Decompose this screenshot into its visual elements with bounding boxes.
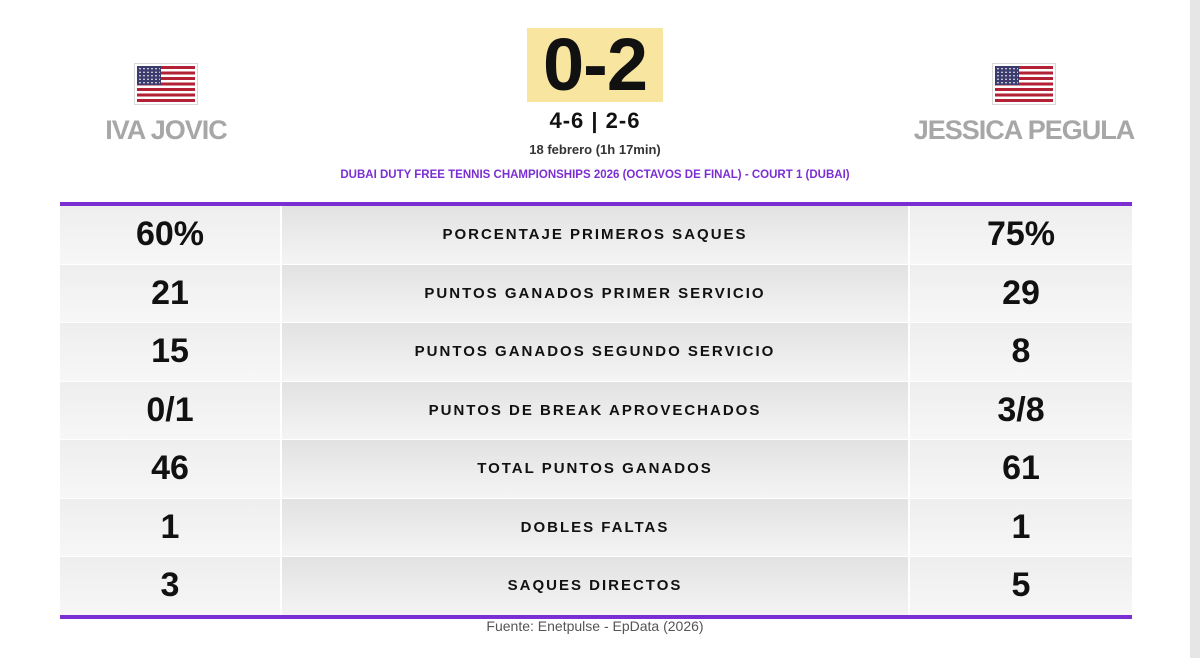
stat-right-value: 61 xyxy=(910,440,1132,498)
stat-left-value: 1 xyxy=(60,499,280,557)
stat-left-value: 3 xyxy=(60,557,280,615)
stat-left-value: 60% xyxy=(60,206,280,264)
stat-right-value: 3/8 xyxy=(910,382,1132,440)
stat-row xyxy=(60,381,1132,440)
stat-label: DOBLES FALTAS xyxy=(282,499,908,557)
stat-label: PUNTOS GANADOS PRIMER SERVICIO xyxy=(282,265,908,323)
stat-right-value: 1 xyxy=(910,499,1132,557)
stat-left-value: 46 xyxy=(60,440,280,498)
player-right-name: JESSICA PEGULA xyxy=(913,115,1135,145)
stat-row xyxy=(60,264,1132,323)
stat-label: PUNTOS DE BREAK APROVECHADOS xyxy=(282,382,908,440)
stat-row xyxy=(60,439,1132,498)
stat-right-value: 75% xyxy=(910,206,1132,264)
event-title: DUBAI DUTY FREE TENNIS CHAMPIONSHIPS 2026 (OCTAVOS DE FINAL) - COURT 1 (DUBAI) xyxy=(340,169,850,181)
stats-table xyxy=(60,202,1132,619)
stat-left-value: 21 xyxy=(60,265,280,323)
stat-row xyxy=(60,206,1132,264)
set-scores: 4-6 | 2-6 xyxy=(549,108,641,133)
stat-label: TOTAL PUNTOS GANADOS xyxy=(282,440,908,498)
match-summary xyxy=(300,23,890,181)
stat-label: PUNTOS GANADOS SEGUNDO SERVICIO xyxy=(282,323,908,381)
player-right xyxy=(913,64,1135,146)
player-left-name: IVA JOVIC xyxy=(105,115,227,145)
stat-right-value: 29 xyxy=(910,265,1132,323)
right-edge-bar xyxy=(1190,0,1200,658)
stat-left-value: 0/1 xyxy=(60,382,280,440)
source-note: Fuente: Enetpulse - EpData (2026) xyxy=(486,618,704,634)
stat-right-value: 5 xyxy=(910,557,1132,615)
match-date-duration: 18 febrero (1h 17min) xyxy=(529,142,661,157)
stat-label: PORCENTAJE PRIMEROS SAQUES xyxy=(282,206,908,264)
stat-row xyxy=(60,322,1132,381)
match-score: 0-2 xyxy=(527,28,663,102)
us-flag-icon xyxy=(135,64,197,104)
stat-row xyxy=(60,556,1132,615)
stat-left-value: 15 xyxy=(60,323,280,381)
stat-row xyxy=(60,498,1132,557)
stat-right-value: 8 xyxy=(910,323,1132,381)
stat-label: SAQUES DIRECTOS xyxy=(282,557,908,615)
us-flag-icon xyxy=(993,64,1055,104)
player-left xyxy=(96,64,236,146)
